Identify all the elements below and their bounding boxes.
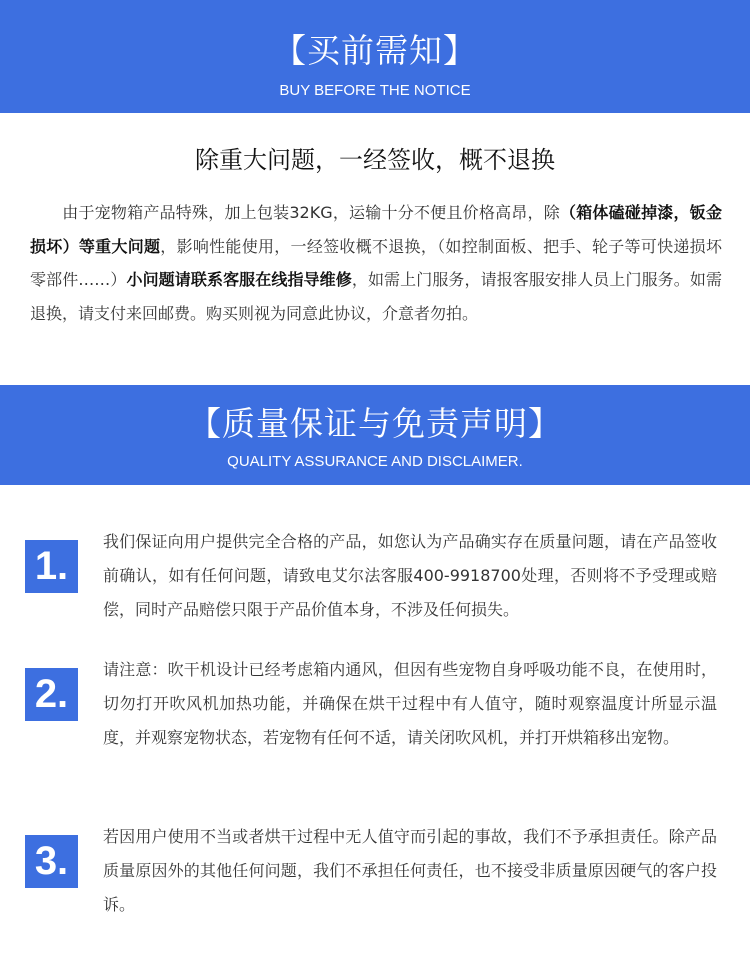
banner-subtitle: BUY BEFORE THE NOTICE bbox=[279, 82, 471, 99]
notice-text-1: 由于宠物箱产品特殊，加上包装32KG，运输十分不便且价格高昂，除 bbox=[62, 203, 560, 222]
disclaimer-text: 我们保证向用户提供完全合格的产品，如您认为产品确实存在质量问题，请在产品签收前确认，如有任何问题，请致电艾尔法客服400-9918700处理，否则将不予受理或赔偿，同时产品赔偿只限于产品价值本身，不涉及任何损失。 bbox=[103, 532, 717, 619]
notice-paragraph bbox=[30, 196, 722, 330]
quality-disclaimer-banner bbox=[0, 385, 750, 485]
disclaimer-text: 请注意：吹干机设计已经考虑箱内通风，但因有些宠物自身呼吸功能不良，在使用时，切勿打开吹风机加热功能，并确保在烘干过程中有人值守，随时观察温度计所显示温度，并观察宠物状态，若宠物有任何不适，请关闭吹风机，并打开烘箱移出宠物。 bbox=[103, 660, 717, 747]
notice-heading: 除重大问题，一经签收，概不退换 bbox=[195, 146, 555, 174]
buy-notice-banner bbox=[0, 0, 750, 113]
notice-bold-2: 小问题请联系客服在线指导维修 bbox=[126, 270, 352, 289]
number-badge: 1. bbox=[25, 540, 78, 593]
number-badge: 3. bbox=[25, 835, 78, 888]
banner-subtitle: QUALITY ASSURANCE AND DISCLAIMER. bbox=[227, 453, 523, 470]
notice-bold-1: （箱体磕碰掉漆，钣金损坏）等重大问题 bbox=[30, 203, 722, 256]
banner-title: 【质量保证与免责声明】 bbox=[188, 404, 562, 443]
banner-title: 【买前需知】 bbox=[273, 31, 477, 70]
disclaimer-text: 若因用户使用不当或者烘干过程中无人值守而引起的事故，我们不予承担责任。除产品质量原因外的其他任何问题，我们不承担任何责任，也不接受非质量原因硬气的客户投诉。 bbox=[103, 827, 717, 914]
notice-text-3: ，如需上门服务，请报客服安排人员上门服务。如需退换，请支付来回邮费。购买则视为同意此协议，介意者勿拍。 bbox=[30, 270, 722, 323]
number-badge: 2. bbox=[25, 668, 78, 721]
notice-text-2: ，影响性能使用，一经签收概不退换，（如控制面板、把手、轮子等可快递损坏零部件……） bbox=[30, 236, 722, 289]
